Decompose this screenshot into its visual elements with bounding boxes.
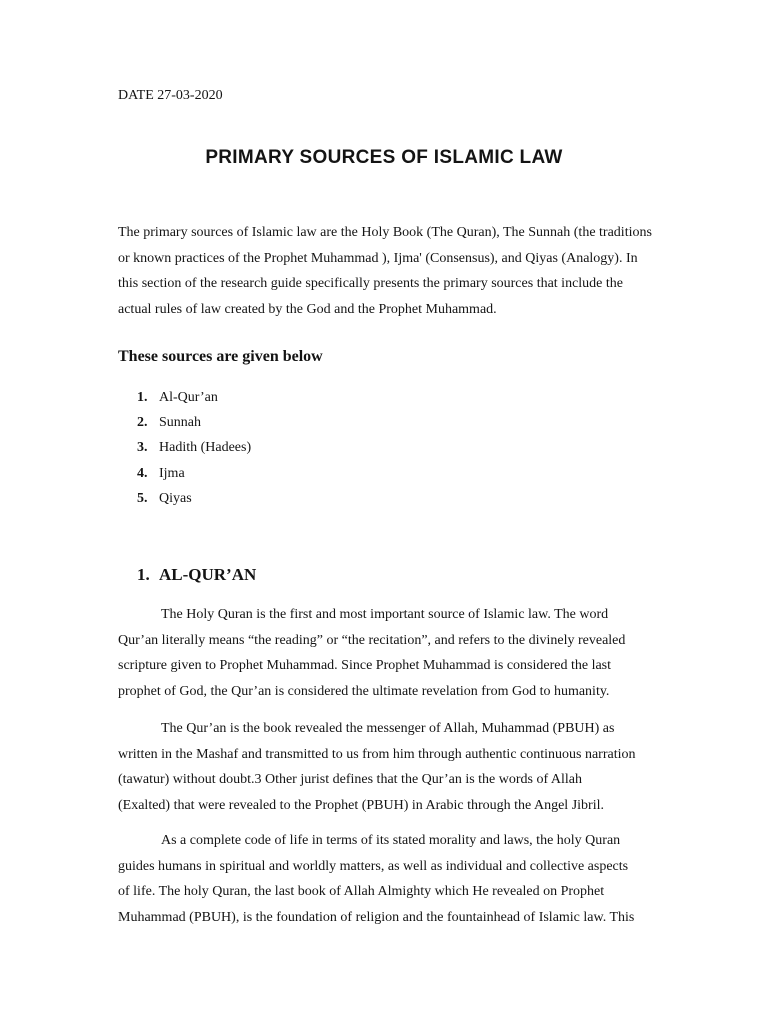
intro-line: The primary sources of Islamic law are the Holy Book (The Quran), The Sunnah (the traditions [118, 225, 652, 240]
list-item-label: Hadith (Hadees) [159, 440, 252, 456]
intro-line: this section of the research guide specifically presents the primary sources that include the [118, 276, 623, 291]
list-item [137, 464, 251, 489]
list-item-number: 4. [137, 465, 148, 481]
paragraph-line: As a complete code of life in terms of its stated morality and laws, the holy Quran [161, 833, 621, 848]
paragraph-line: written in the Mashaf and transmitted to us from him through authentic continuous narration [118, 746, 636, 762]
list-item-label: Sunnah [159, 415, 201, 431]
list-item-label: Al-Qur’an [159, 390, 218, 405]
list-item-number: 5. [137, 490, 148, 506]
intro-line: or known practices of the Prophet Muhammad ), Ijma' (Consensus), and Qiyas (Analogy). In [118, 250, 638, 266]
paragraph-line: Qur’an literally means “the reading” or “the recitation”, and refers to the divinely revealed [118, 632, 626, 648]
paragraph-line: guides humans in spiritual and worldly matters, as well as individual and collective aspects [118, 858, 629, 874]
section-number: 1. [137, 565, 150, 584]
sources-list [137, 388, 251, 514]
paragraph-line: of life. The holy Quran, the last book of Allah Almighty which He revealed on Prophet [118, 884, 605, 899]
document-title: PRIMARY SOURCES OF ISLAMIC LAW [205, 147, 563, 168]
quran-paragraph-3 [118, 828, 663, 930]
sources-heading: These sources are given below [118, 348, 323, 365]
paragraph-line: (tawatur) without doubt.3 Other jurist defines that the Qur’an is the words of Allah [118, 772, 582, 787]
paragraph-line: The Holy Quran is the first and most important source of Islamic law. The word [161, 607, 609, 622]
list-item [137, 388, 251, 413]
paragraph-line: Muhammad (PBUH), is the foundation of religion and the fountainhead of Islamic law. This [118, 909, 635, 925]
list-item [137, 413, 251, 438]
section-title: AL-QUR’AN [159, 565, 257, 584]
quran-paragraph-1 [118, 602, 663, 704]
section-heading-al-quran [137, 564, 256, 586]
quran-paragraph-2 [118, 716, 663, 818]
paragraph-line: (Exalted) that were revealed to the Prophet (PBUH) in Arabic through the Angel Jibril. [118, 797, 604, 813]
paragraph-line: The Qur’an is the book revealed the messenger of Allah, Muhammad (PBUH) as [161, 721, 615, 736]
paragraph-line: prophet of God, the Qur’an is considered the ultimate revelation from God to humanity. [118, 683, 610, 699]
document-date: DATE 27-03-2020 [118, 88, 223, 103]
list-item [137, 489, 251, 514]
list-item-number: 2. [137, 415, 148, 431]
list-item [137, 438, 251, 463]
list-item-label: Qiyas [159, 490, 192, 506]
list-item-number: 3. [137, 440, 148, 456]
paragraph-line: scripture given to Prophet Muhammad. Since Prophet Muhammad is considered the last [118, 658, 612, 673]
list-item-label: Ijma [159, 465, 185, 481]
list-item-number: 1. [137, 390, 148, 405]
intro-paragraph [118, 220, 663, 322]
intro-line: actual rules of law created by the God and the Prophet Muhammad. [118, 301, 497, 317]
